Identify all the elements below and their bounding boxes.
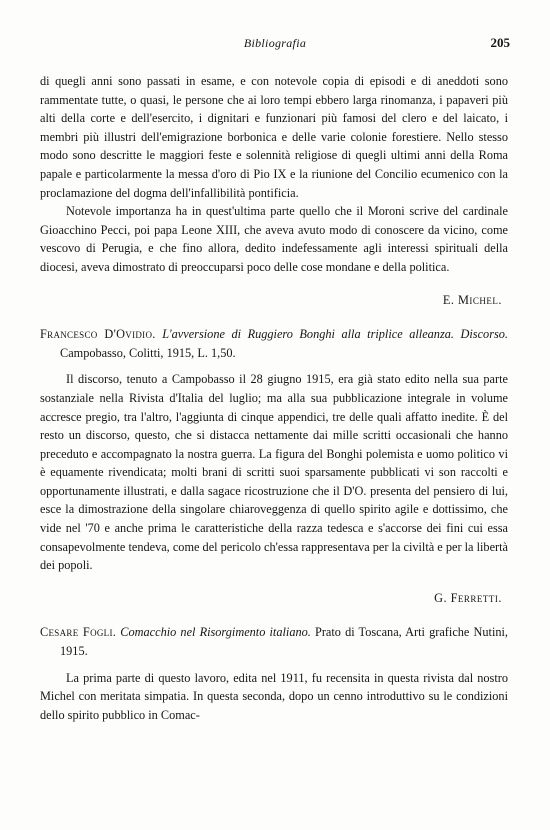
- review-paragraph: La prima parte di questo lavoro, edita nel 1911, fu recensita in questa rivista dal nostro Michel con meritata simpatia. In questa seconda, dopo un cenno introduttivo su le condizioni dello spirito pubblico in Comac-: [40, 670, 508, 722]
- review-moroni-continuation: [40, 72, 508, 309]
- section-divider: [40, 607, 508, 623]
- reviewer-signature: E. Michel.: [442, 292, 502, 307]
- page-header: [40, 34, 510, 52]
- entry-title: Comacchio nel Risorgimento italiano.: [120, 625, 311, 640]
- review-paragraph: Notevole importanza ha in quest'ultima parte quello che il Moroni scrive del cardinale Gioacchino Pecci, poi papa Leone XIII, che aveva avuto modo di conoscere da vicino, come vescovo di Perugia, e che fino allora, dedito indefessamente agli interessi spirituali della diocesi, aveva dimostrato di preoccuparsi poco delle cose mondane e della politica.: [40, 204, 508, 274]
- entry-publication: Campobasso, Colitti, 1915, L. 1,50.: [60, 345, 236, 360]
- page-body: [40, 72, 508, 724]
- reviewer-signature: G. Ferretti.: [434, 590, 502, 605]
- review-fogli: [40, 623, 508, 724]
- review-paragraph: Il discorso, tenuto a Campobasso il 28 giugno 1915, era già stato edito nella sua parte sostanziale nella Rivista d'Italia del luglio; ma alla sua pubblicazione integrale in volume accresce pregio, tra l'altro, l'aggiunta di cinque appendici, tre delle quali affatto inedite. È del resto un discorso, questo, che si distacca nettamente dai mille scritti occasionali che hanno preceduto e accompagnato la nostra guerra. La figura del Bonghi polemista e uomo politico vi è equamente rivendicata; molti brani di scritti suoi sparsamente pubblicati vi son raccolti e opportunamente illustrati, e dalla sagace ricostruzione che il D'O. presenta del pensiero di lui, esce la dimostrazione della singolare chiaroveggenza di quello spirito agile e dottissimo, che vide nel '70 e anche prima le caratteristiche della razza tedesca e s'accorse dei fini cui essa consapevolmente tendeva, come del pericolo ch'essa rappresentava per la civiltà e per la libertà dei popoli.: [40, 372, 508, 573]
- bibliographic-entry: [40, 623, 508, 660]
- entry-author: Francesco D'Ovidio.: [40, 327, 156, 342]
- review-dovidio: [40, 325, 508, 607]
- entry-publication: Prato di Toscana, Arti grafiche Nutini, 1915.: [60, 625, 509, 659]
- review-paragraph: di quegli anni sono passati in esame, e con notevole copia di episodi e di aneddoti sono rammentate tutte, o quasi, le persone che ai loro tempi ebbero larga rinomanza, i papaveri più alti della corte e dell'esercito, i dignitari e funzionari più famosi del clero e del laicato, i membri più illustri dell'emigrazione borbonica e delle varie colonie forestiere. Nello stesso modo sono descritte le maggiori feste e solennità religiose di quegli ultimi anni della Roma papale e particolarmente la messa d'oro di Pio IX e la riunione del Concilio ecumenico con la proclamazione del dogma dell'infallibilità pontificia.: [40, 74, 508, 200]
- section-divider: [40, 309, 508, 325]
- running-title: Bibliografia: [243, 36, 307, 50]
- entry-author: Cesare Fogli.: [40, 625, 117, 640]
- bibliographic-entry: [40, 325, 508, 362]
- entry-title: L'avversione di Ruggiero Bonghi alla triplice alleanza. Discorso.: [162, 327, 508, 342]
- page-number: 205: [490, 35, 510, 50]
